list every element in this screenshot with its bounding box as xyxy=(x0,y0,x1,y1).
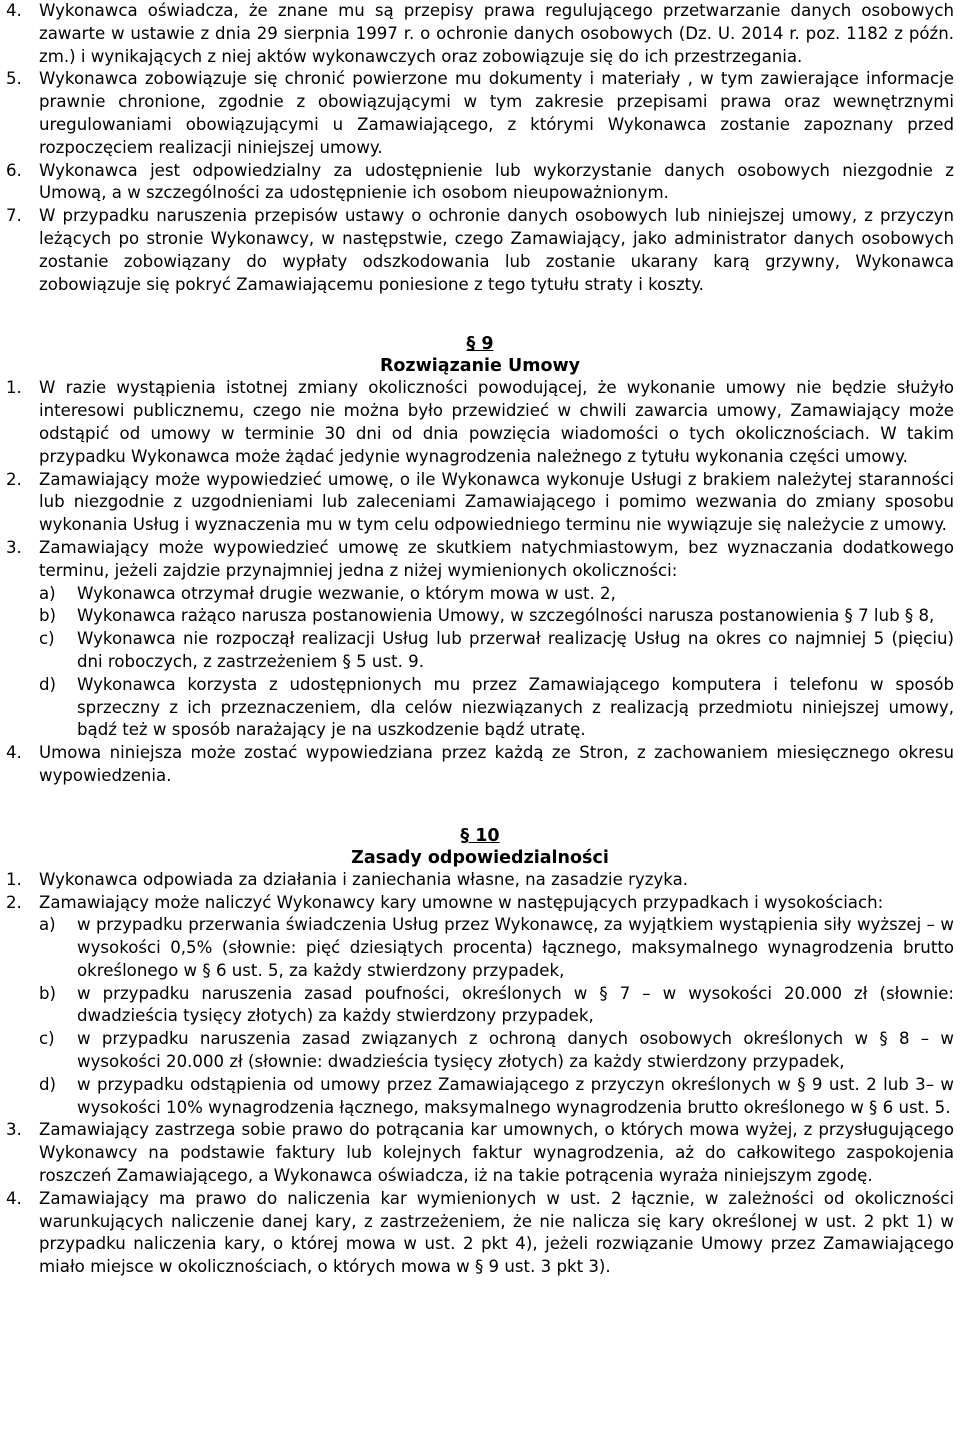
s10-item-3 xyxy=(6,1119,954,1187)
sub-clause-text: w przypadku odstąpienia od umowy przez Zamawiającego z przyczyn określonych w § 9 ust. 2 lub 3– w wysokości 10% wynagrodzenia łącznego, maksymalnego wynagrodzenia brutto określonego w § 6 ust. 5. xyxy=(77,1074,954,1117)
s9-item-3-sub-a xyxy=(39,583,954,606)
section-spacer xyxy=(6,788,954,825)
clause-text: Wykonawca jest odpowiedzialny za udostępnienie lub wykorzystanie danych osobowych niezgodnie z Umową, a w szczególności za udostępnienie ich osobom nieupoważnionym. xyxy=(39,160,954,203)
clause-text: Zamawiający może wypowiedzieć umowę, o ile Wykonawca wykonuje Usługi z brakiem należytej staranności lub niezgodnie z uzgodnieniami lub zaleceniami Zamawiającego i pomimo wezwania do zmiany sposobu wykonania Usług i wyznaczenia mu w tym celu odpowiedniego terminu nie wywiązuje się należycie z umowy. xyxy=(39,469,954,535)
sub-clause-text: w przypadku naruszenia zasad poufności, określonych w § 7 – w wysokości 20.000 zł (słownie: dwadzieścia tysięcy złotych) za każdy stwierdzony przypadek, xyxy=(77,983,954,1026)
s10-item-2-sub-a xyxy=(39,914,954,982)
s10-item-4 xyxy=(6,1188,954,1279)
sub-clause-text: w przypadku przerwania świadczenia Usług przez Wykonawcę, za wyjątkiem wystąpienia siły wyższej – w wysokości 0,5% (słownie: pięć dziesiątych procenta) łącznego, maksymalnego wynagrodzenia brutto określonego w § 6 ust. 5, za każdy stwierdzony przypadek, xyxy=(77,915,954,980)
sub-clause-text: Wykonawca nie rozpoczął realizacji Usług lub przerwał realizację Usług na okres co najmniej 5 (pięciu) dni roboczych, z zastrzeżeniem § 5 ust. 9. xyxy=(77,629,954,671)
clause-number: 1. xyxy=(6,869,22,889)
clause-text: Zamawiający może wypowiedzieć umowę ze skutkiem natychmiastowym, bez wyznaczania dodatkowego terminu, jeżeli zajdzie przynajmniej jedna z niżej wymienionych okoliczności: xyxy=(39,537,954,580)
clause-number: 7. xyxy=(6,206,22,226)
clause-text: W razie wystąpienia istotnej zmiany okoliczności powodującej, że wykonanie umowy nie będzie służyło interesowi publicznemu, czego nie można było przewidzieć w chwili zawarcia umowy, Zamawiający może odstąpić od umowy w terminie 30 dni od dnia powzięcia wiadomości o tych okolicznościach. W takim przypadku Wykonawca może żądać jedynie wynagrodzenia należnego z tytułu wykonania części umowy. xyxy=(39,378,954,466)
clause-number: 3. xyxy=(6,1120,22,1140)
s9-item-3 xyxy=(6,537,954,583)
sub-clause-text: Wykonawca otrzymał drugie wezwanie, o którym mowa w ust. 2, xyxy=(77,583,616,603)
section-number: § 9 xyxy=(466,334,494,355)
s10-item-2 xyxy=(6,892,954,915)
sub-clause-text: w przypadku naruszenia zasad związanych z ochroną danych osobowych określonych w § 8 – w wysokości 20.000 zł (słownie: dwadzieścia tysięcy złotych) za każdy stwierdzony przypadek, xyxy=(77,1029,954,1072)
clause-text: Zamawiający może naliczyć Wykonawcy kary umowne w następujących przypadkach i wysokościach: xyxy=(39,892,884,912)
clause-number: 5. xyxy=(6,69,22,89)
s9-item-4 xyxy=(6,742,954,788)
sub-clause-letter: b) xyxy=(39,983,57,1003)
section-9-heading xyxy=(6,333,954,377)
section-10-heading xyxy=(6,825,954,869)
s9-item-3-sub-b xyxy=(39,605,954,628)
sub-clause-letter: d) xyxy=(39,674,57,694)
s9-item-2 xyxy=(6,469,954,537)
s10-item-2-sub-c xyxy=(39,1028,954,1074)
clause-number: 2. xyxy=(6,469,22,489)
clause-number: 4. xyxy=(6,1,22,20)
s10-item-2-sub-b xyxy=(39,983,954,1029)
s9-item-1 xyxy=(6,377,954,468)
s10-item-1 xyxy=(6,869,954,892)
clause-item-7 xyxy=(6,205,954,296)
clause-number: 2. xyxy=(6,892,22,912)
section-number: § 10 xyxy=(460,825,500,846)
clause-number: 4. xyxy=(6,1188,22,1208)
clause-text: Wykonawca odpowiada za działania i zaniechania własne, na zasadzie ryzyka. xyxy=(39,869,689,889)
sub-clause-letter: a) xyxy=(39,915,56,935)
clause-text: W przypadku naruszenia przepisów ustawy o ochronie danych osobowych lub niniejszej umowy, z przyczyn leżących po stronie Wykonawcy, w następstwie, czego Zamawiający, jako administrator danych osobowych zostanie zobowiązany do wypłaty odszkodowania lub zostanie ukarany karą grzywny, Wykonawca zobowiązuje się pokryć Zamawiającemu poniesione z tego tytułu straty i koszty. xyxy=(39,206,954,294)
section-title: Zasady odpowiedzialności xyxy=(351,847,609,868)
clause-item-6 xyxy=(6,160,954,206)
clause-number: 4. xyxy=(6,743,22,763)
s9-item-3-sub-d xyxy=(39,674,954,742)
sub-clause-letter: d) xyxy=(39,1074,57,1094)
sub-clause-letter: c) xyxy=(39,1029,55,1049)
clause-text: Wykonawca zobowiązuje się chronić powierzone mu dokumenty i materiały , w tym zawierające informacje prawnie chronione, zgodnie z obowiązującymi w tym zakresie przepisami prawa oraz wewnętrznymi uregulowaniami obowiązującymi u Zamawiającego, z którymi Wykonawca zostanie zapoznany przed rozpoczęciem realizacji niniejszej umowy. xyxy=(39,69,954,157)
sub-clause-text: Wykonawca korzysta z udostępnionych mu przez Zamawiającego komputera i telefonu w sposób sprzeczny z ich przeznaczeniem, dla celów niezwiązanych z realizacją przedmiotu niniejszej umowy, bądź też w sposób narażający je na uszkodzenie bądź utratę. xyxy=(77,674,954,740)
clause-item-4 xyxy=(6,0,954,68)
sub-clause-text: Wykonawca rażąco narusza postanowienia Umowy, w szczególności narusza postanowienia § 7 lub § 8, xyxy=(77,606,935,626)
clause-number: 3. xyxy=(6,537,22,557)
clause-text: Wykonawca oświadcza, że znane mu są przepisy prawa regulującego przetwarzanie danych osobowych zawarte w ustawie z dnia 29 sierpnia 1997 r. o ochronie danych osobowych (Dz. U. 2014 r. poz. 1182 z późn. zm.) i wynikających z niej aktów wykonawczych oraz zobowiązuje się do ich przestrzegania. xyxy=(39,1,954,66)
clause-text: Umowa niniejsza może zostać wypowiedziana przez każdą ze Stron, z zachowaniem miesięcznego okresu wypowiedzenia. xyxy=(39,743,954,785)
sub-clause-letter: a) xyxy=(39,583,56,603)
clause-text: Zamawiający ma prawo do naliczenia kar wymienionych w ust. 2 łącznie, w zależności od okoliczności warunkujących naliczenie danej kary, z zastrzeżeniem, że nie nalicza się kary określonej w ust. 2 pkt 1) w przypadku naliczenia kary, o której mowa w ust. 2 pkt 4), jeżeli rozwiązanie Umowy przez Zamawiającego miało miejsce w okolicznościach, o których mowa w § 9 ust. 3 pkt 3). xyxy=(39,1188,954,1277)
section-title: Rozwiązanie Umowy xyxy=(379,356,581,377)
s9-item-3-sub-c xyxy=(39,628,954,674)
sub-clause-letter: c) xyxy=(39,629,55,649)
clause-number: 1. xyxy=(6,378,22,398)
s10-item-2-sub-d xyxy=(39,1074,954,1120)
clause-text: Zamawiający zastrzega sobie prawo do potrącania kar umownych, o których mowa wyżej, z przysługującego Wykonawcy na podstawie faktury lub kolejnych faktur wynagrodzenia, aż do całkowitego zaspokojenia roszczeń Zamawiającego, a Wykonawca oświadcza, iż na takie potrącenia wyraża niniejszym zgodę. xyxy=(39,1120,954,1186)
section-spacer xyxy=(6,296,954,333)
clause-item-5 xyxy=(6,68,954,159)
sub-clause-letter: b) xyxy=(39,606,57,626)
clause-number: 6. xyxy=(6,160,22,180)
